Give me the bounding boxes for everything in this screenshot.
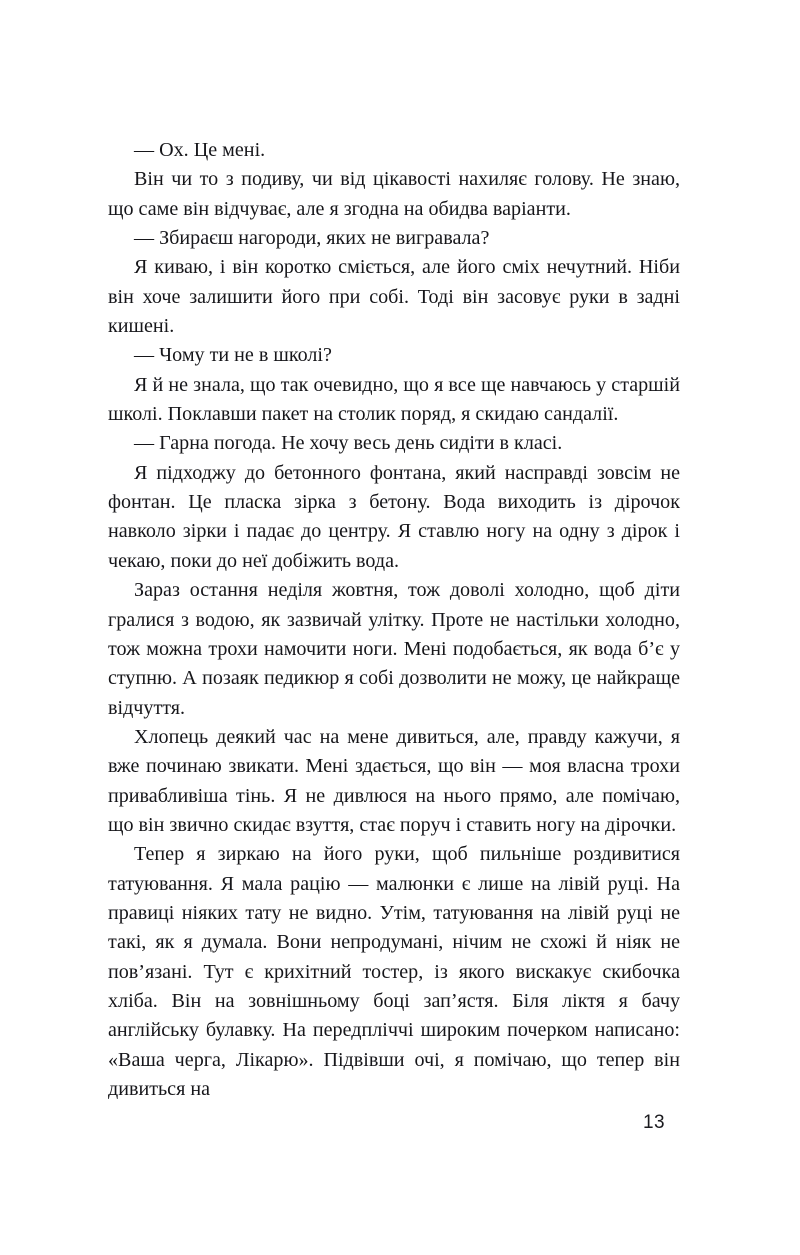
paragraph-dialogue-4: — Гарна погода. Не хочу весь день сидіти в класі. (134, 432, 563, 455)
page-number: 13 (643, 1112, 665, 1133)
paragraph-narrative-3: Я й не знала, що так очевидно, що я все ще навчаюсь у старшій школі. Поклавши пакет на столик поряд, я скидаю сандалії. (108, 373, 680, 426)
paragraph-narrative-7: Тепер я зиркаю на його руки, щоб пильніше роздивитися татуювання. Я мала рацію — малюнки є лише на лівій руці. На правиці ніяких тату не видно. Утім, татуювання на лівій руці не такі, як я думала. Вони непродумані, нічим не схожі й ніяк не пов’язані. Тут є крихітний тостер, із якого вискакує скибочка хліба. Він на зовнішньому боці зап’ястя. Біля ліктя я бачу англійську булавку. На передпліччі широким почерком написано: «Ваша черга, Лікарю». Підвівши очі, я помічаю, що тепер він дивиться на (108, 843, 680, 1100)
paragraph-narrative-4: Я підходжу до бетонного фонтана, який насправді зовсім не фонтан. Це пласка зірка з бетону. Вода виходить із дірочок навколо зірки і падає до центру. Я ставлю ногу на одну з дірок і чекаю, поки до неї добіжить вода. (108, 461, 680, 572)
paragraph-dialogue-1: — Ох. Це мені. (134, 139, 266, 161)
paragraph-narrative-6: Хлопець деякий час на мене дивиться, але, правду кажучи, я вже починаю звикати. Мені здається, що він — моя власна трохи привабливіша тінь. Я не дивлюся на нього прямо, але помічаю, що він звично скидає взуття, стає поруч і ставить ногу на дірочки. (108, 725, 680, 836)
page-folio (0, 1112, 800, 1134)
paragraph-dialogue-3: — Чому ти не в школі? (134, 344, 332, 367)
paragraph-narrative-5: Зараз остання неділя жовтня, тож доволі холодно, щоб діти гралися з водою, як зазвичай улітку. Проте не настільки холодно, тож можна трохи намочити ноги. Мені подобається, як вода б’є у ступню. А позаяк педикюр я собі дозволити не можу, це найкраще відчуття. (108, 579, 680, 719)
paragraph-narrative-2: Я киваю, і він коротко сміється, але його сміх нечутний. Ніби він хоче залишити його при собі. Тоді він засовує руки в задні кишені. (108, 256, 680, 338)
paragraph-dialogue-2: — Збираєш нагороди, яких не вигравала? (134, 227, 490, 250)
paragraph-narrative-1: Він чи то з подиву, чи від цікавості нахиляє голову. Не знаю, що саме він відчуває, але я згодна на обидва варіанти. (108, 168, 680, 220)
page-body-text (108, 136, 680, 1104)
